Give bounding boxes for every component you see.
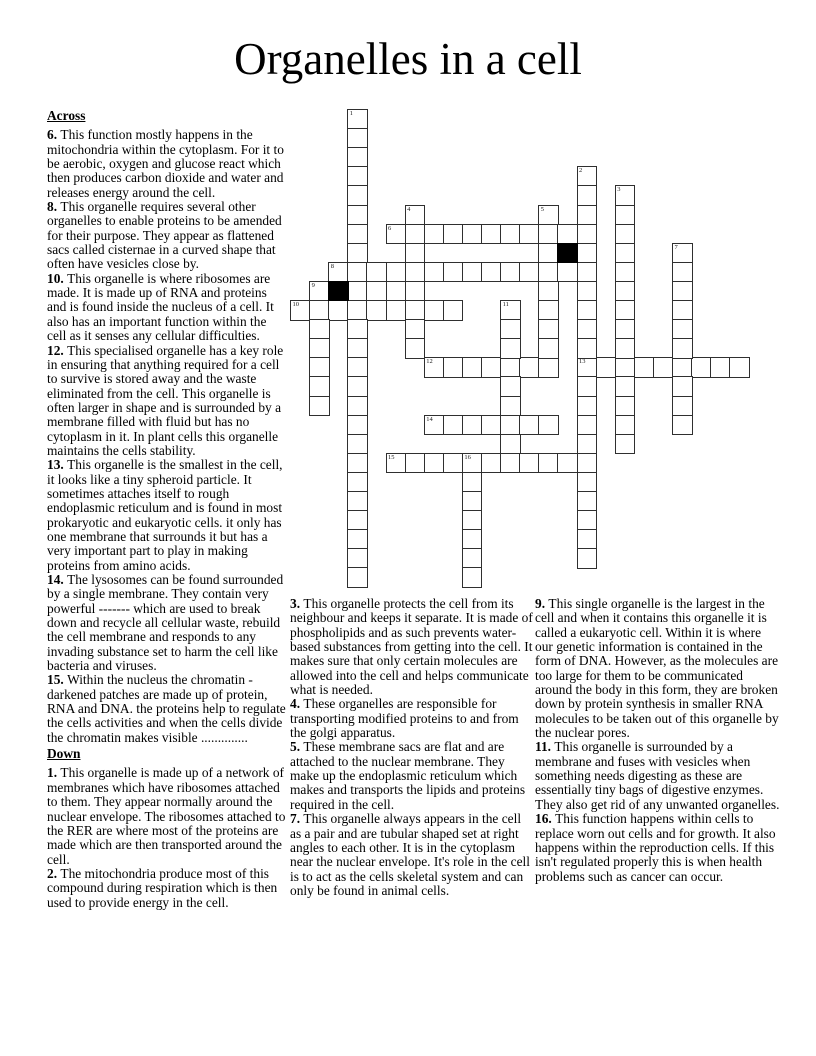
grid-cell[interactable]: [347, 185, 368, 206]
grid-cell[interactable]: [653, 357, 674, 378]
grid-cell[interactable]: [481, 262, 502, 283]
grid-cell[interactable]: [366, 262, 387, 283]
grid-cell[interactable]: [481, 224, 502, 245]
grid-cell[interactable]: [481, 453, 502, 474]
grid-cell[interactable]: [538, 338, 559, 359]
clue-16: 16. This function happens within cells to replace worn out cells and for growth. It also happens within the reproduction cells. If this isn't regulated properly this is when health problems such as cancer can occur.: [535, 811, 776, 884]
grid-cell[interactable]: [615, 300, 636, 321]
grid-cell[interactable]: [577, 453, 598, 474]
grid-cell[interactable]: [347, 205, 368, 226]
grid-cell[interactable]: [424, 453, 445, 474]
grid-cell[interactable]: [500, 376, 521, 397]
clue-7: 7. This organelle always appears in the cell as a pair and are tubular shaped set at right angles to each other. It is in the cytoplasm near the nuclear envelope. It's role in the cell is to act as the cells skeletal system and can only be found in animal cells.: [290, 811, 530, 898]
grid-cell[interactable]: [443, 357, 464, 378]
grid-cell[interactable]: [672, 376, 693, 397]
grid-cell[interactable]: [615, 205, 636, 226]
clue-number: 2.: [47, 865, 61, 881]
grid-cell[interactable]: [500, 224, 521, 245]
grid-cell[interactable]: [462, 453, 483, 474]
grid-cell[interactable]: [462, 567, 483, 588]
grid-cell[interactable]: [347, 529, 368, 550]
grid-cell[interactable]: [424, 415, 445, 436]
grid-cell[interactable]: [347, 319, 368, 340]
clue-10: 10. This organelle is where ribosomes are made. It is made up of RNA and proteins and is found inside the nucleus of a cell. It also has an important function within the cell as it senses any cellular difficulties.: [47, 270, 274, 344]
clue-12: 12. This specialised organelle has a key role in ensuring that anything required for a cell to survive is stored away and the waste eliminated from the cell. This organelle is often larger in shape and is surrounded by a membrane filled with fluid but has no cytoplasm in it. In plant cells this organelle maintains the cells stability.: [47, 342, 284, 458]
grid-cell[interactable]: [672, 243, 693, 264]
grid-cell-number: 12: [426, 358, 433, 366]
grid-cell[interactable]: [347, 281, 368, 302]
grid-cell[interactable]: [386, 281, 407, 302]
grid-cell[interactable]: [405, 453, 426, 474]
grid-cell[interactable]: [347, 396, 368, 417]
grid-cell[interactable]: [577, 491, 598, 512]
grid-cell[interactable]: [462, 472, 483, 493]
grid-cell[interactable]: [538, 224, 559, 245]
grid-cell-number: 14: [426, 415, 433, 423]
grid-cell[interactable]: [386, 224, 407, 245]
grid-cell[interactable]: [405, 205, 426, 226]
grid-cell[interactable]: [347, 472, 368, 493]
grid-cell[interactable]: [615, 415, 636, 436]
grid-cell[interactable]: [462, 510, 483, 531]
grid-cell-number: 11: [502, 301, 509, 308]
grid-cell[interactable]: [424, 224, 445, 245]
grid-cell[interactable]: [347, 224, 368, 245]
grid-cell[interactable]: [500, 319, 521, 340]
grid-cell-number: 10: [292, 301, 299, 308]
grid-cell[interactable]: [691, 357, 712, 378]
grid-cell[interactable]: [500, 396, 521, 417]
grid-cell[interactable]: [462, 357, 483, 378]
grid-cell[interactable]: [386, 453, 407, 474]
clue-8: 8. This organelle requires several other organelles to enable proteins to be amended for their purpose. They appear as flattened sacs called cisternae in a curved shape that often have vesicles close by.: [47, 199, 282, 272]
grid-cell[interactable]: [309, 281, 330, 302]
grid-cell[interactable]: [557, 224, 578, 245]
grid-cell[interactable]: [309, 376, 330, 397]
clue-number: 7.: [290, 811, 304, 827]
grid-cell[interactable]: [557, 453, 578, 474]
grid-cell[interactable]: [309, 396, 330, 417]
grid-cell[interactable]: [519, 357, 540, 378]
grid-cell[interactable]: [347, 300, 368, 321]
grid-cell[interactable]: [577, 338, 598, 359]
clue-11: 11. This organelle is surrounded by a membrane and fuses with vesicles when something needs digesting as these are essentially tiny bags of digestive enzymes. They also get rid of any unwanted organelles.: [535, 739, 780, 812]
clue-number: 1.: [47, 765, 61, 781]
grid-cell-number: 8: [330, 262, 334, 270]
grid-cell-number: 7: [674, 243, 678, 251]
grid-cell[interactable]: [347, 510, 368, 531]
grid-cell[interactable]: [405, 338, 426, 359]
grid-cell[interactable]: [424, 357, 445, 378]
grid-cell[interactable]: [577, 529, 598, 550]
grid-cell[interactable]: [424, 262, 445, 283]
grid-cell-number: 9: [311, 281, 315, 289]
grid-cell[interactable]: [557, 262, 578, 283]
clue-15: 15. Within the nucleus the chromatin - darkened patches are made up of protein, RNA and DNA. the proteins help to regulate the cells activities and when the cells divide the chromatin makes visible ..............: [47, 672, 286, 745]
grid-cell[interactable]: [347, 376, 368, 397]
grid-cell-number: 5: [540, 205, 545, 213]
grid-cell[interactable]: [577, 548, 598, 569]
grid-cell[interactable]: [328, 262, 349, 283]
clue-number: 11.: [535, 739, 555, 755]
grid-cell[interactable]: [462, 548, 483, 569]
clue-13: 13. This organelle is the smallest in the cell, it looks like a tiny spheroid particle. It sometimes attaches itself to rough endoplasmic reticulum and is found in most prokaryotic and eukaryotic cells. it only has one membrane that surrounds it but has a very important part to play in making proteins from amino acids.: [47, 457, 283, 573]
clue-2: 2. The mitochondria produce most of this compound during respiration which is then used to provide energy in the cell.: [47, 865, 278, 910]
clue-header-across: Across: [47, 108, 86, 123]
clue-14: 14. The lysosomes can be found surrounded by a single membrane. They contain very powerful ------- which are used to break down and recycle all cellular waste, rebuild the cell membrane and responds to any invading substance set to harm the cell like bacteria and viruses.: [47, 572, 284, 674]
grid-cell[interactable]: [462, 491, 483, 512]
grid-cell[interactable]: [500, 434, 521, 455]
grid-cell[interactable]: [577, 262, 598, 283]
grid-cell[interactable]: [538, 205, 559, 226]
clue-9: 9. This single organelle is the largest in the cell and when it contains this organelle it is called a eukaryotic cell. Within it is where our genetic information is contained in the form of DNA. However, as the molecules are too large for them to be communicated around the body in this form, they are broken down by protein synthesis in smaller RNA molecules to be taken out of this organelle by the nuclear pores.: [535, 596, 779, 741]
grid-cell[interactable]: [615, 434, 636, 455]
grid-cell[interactable]: [615, 357, 636, 378]
grid-cell[interactable]: [405, 262, 426, 283]
grid-cell[interactable]: [309, 357, 330, 378]
clue-number: 5.: [290, 739, 304, 755]
grid-cell[interactable]: [347, 548, 368, 569]
grid-cell[interactable]: [443, 224, 464, 245]
grid-cell[interactable]: [577, 376, 598, 397]
grid-cell[interactable]: [672, 357, 693, 378]
grid-cell[interactable]: [672, 415, 693, 436]
clue-number: 12.: [47, 342, 68, 358]
grid-cell[interactable]: [577, 300, 598, 321]
grid-cell[interactable]: [672, 262, 693, 283]
page-title: Organelles in a cell: [234, 34, 582, 84]
grid-cell[interactable]: [538, 415, 559, 436]
grid-cell[interactable]: [443, 300, 464, 321]
grid-cell-number: 6: [388, 224, 392, 232]
grid-cell-number: 13: [579, 358, 586, 366]
grid-cell[interactable]: [519, 453, 540, 474]
grid-cell[interactable]: [538, 319, 559, 340]
clue-5: 5. These membrane sacs are flat and are attached to the nuclear membrane. They make up the endoplasmic reticulum which makes and transports the lipids and proteins required in the cell.: [290, 739, 526, 812]
grid-cell[interactable]: [519, 262, 540, 283]
grid-cell[interactable]: [577, 396, 598, 417]
grid-cell[interactable]: [577, 243, 598, 264]
grid-cell[interactable]: [462, 262, 483, 283]
grid-cell[interactable]: [500, 357, 521, 378]
grid-cell[interactable]: [500, 415, 521, 436]
grid-cell[interactable]: [577, 357, 598, 378]
grid-cell[interactable]: [500, 300, 521, 321]
grid-cell[interactable]: [405, 300, 426, 321]
grid-cell[interactable]: [577, 472, 598, 493]
grid-cell[interactable]: [443, 453, 464, 474]
grid-cell[interactable]: [538, 453, 559, 474]
grid-cell-number: 16: [464, 453, 471, 461]
grid-cell[interactable]: [462, 415, 483, 436]
grid-cell-number: 1: [349, 110, 354, 117]
grid-cell[interactable]: [538, 243, 559, 264]
grid-cell[interactable]: [309, 338, 330, 359]
grid-cell[interactable]: [386, 262, 407, 283]
grid-cell[interactable]: [443, 262, 464, 283]
grid-cell[interactable]: [710, 357, 731, 378]
clue-number: 6.: [47, 127, 61, 143]
grid-cell[interactable]: [500, 262, 521, 283]
grid-cell[interactable]: [538, 281, 559, 302]
grid-cell[interactable]: [577, 510, 598, 531]
clue-number: 14.: [47, 572, 68, 587]
grid-cell[interactable]: [481, 357, 502, 378]
grid-cell[interactable]: [347, 243, 368, 264]
grid-cell[interactable]: [500, 338, 521, 359]
grid-cell[interactable]: [672, 300, 693, 321]
clue-header-down: Down: [47, 746, 81, 762]
grid-cell[interactable]: [672, 396, 693, 417]
grid-cell[interactable]: [615, 396, 636, 417]
grid-cell[interactable]: [519, 415, 540, 436]
grid-cell[interactable]: [347, 128, 368, 149]
grid-cell[interactable]: [634, 357, 655, 378]
grid-cell[interactable]: [615, 243, 636, 264]
grid-cell[interactable]: [347, 147, 368, 168]
grid-cell-black: [328, 281, 349, 302]
clue-number: 4.: [290, 696, 304, 712]
clue-number: 13.: [47, 457, 68, 473]
crossword-grid: [290, 109, 750, 588]
grid-cell[interactable]: [347, 491, 368, 512]
grid-cell-number: 4: [407, 205, 411, 213]
grid-cell[interactable]: [405, 243, 426, 264]
clue-column-right: [535, 597, 780, 884]
grid-cell[interactable]: [615, 338, 636, 359]
grid-cell[interactable]: [462, 529, 483, 550]
grid-cell[interactable]: [577, 224, 598, 245]
grid-cell[interactable]: [615, 224, 636, 245]
grid-cell[interactable]: [577, 434, 598, 455]
grid-cell[interactable]: [577, 166, 598, 187]
grid-cell[interactable]: [481, 415, 502, 436]
grid-cell[interactable]: [615, 376, 636, 397]
grid-cell[interactable]: [405, 319, 426, 340]
grid-cell[interactable]: [538, 357, 559, 378]
grid-cell[interactable]: [519, 224, 540, 245]
grid-cell[interactable]: [309, 319, 330, 340]
clue-number: 9.: [535, 596, 549, 611]
grid-cell-number: 2: [579, 167, 583, 175]
grid-cell[interactable]: [577, 319, 598, 340]
grid-cell[interactable]: [347, 415, 368, 436]
grid-cell[interactable]: [309, 300, 330, 321]
grid-cell[interactable]: [405, 281, 426, 302]
grid-cell[interactable]: [366, 281, 387, 302]
clue-number: 8.: [47, 199, 61, 215]
grid-cell[interactable]: [347, 109, 368, 130]
grid-cell[interactable]: [424, 300, 445, 321]
grid-cell[interactable]: [577, 281, 598, 302]
grid-cell[interactable]: [347, 453, 368, 474]
clue-number: 10.: [47, 270, 68, 286]
grid-cell[interactable]: [729, 357, 750, 378]
grid-cell[interactable]: [347, 262, 368, 283]
grid-cell[interactable]: [462, 224, 483, 245]
grid-cell[interactable]: [347, 434, 368, 455]
grid-cell-number: 15: [388, 453, 395, 461]
grid-cell-black: [557, 243, 578, 264]
clue-4: 4. These organelles are responsible for transporting modified proteins to and from the golgi apparatus.: [290, 696, 519, 741]
grid-cell[interactable]: [386, 300, 407, 321]
clue-column-left: [47, 109, 287, 910]
grid-cell[interactable]: [328, 300, 349, 321]
clue-6: 6. This function mostly happens in the mitochondria within the cytoplasm. For it to be aerobic, oxygen and glucose react which then produces carbon dioxide and water and releases energy around the cell.: [47, 127, 284, 200]
grid-cell[interactable]: [672, 338, 693, 359]
grid-cell[interactable]: [347, 166, 368, 187]
grid-cell[interactable]: [615, 319, 636, 340]
grid-cell[interactable]: [577, 185, 598, 206]
clue-number: 15.: [47, 672, 68, 688]
grid-cell[interactable]: [577, 205, 598, 226]
grid-cell[interactable]: [443, 415, 464, 436]
clue-3: 3. This organelle protects the cell from its neighbour and keeps it separate. It is made of phospholipids and as such prevents water-based substances from getting into the cell. It makes sure that only certain molecules are allowed into the cell and helps communicate what is needed.: [290, 596, 533, 698]
clue-1: 1. This organelle is made up of a network of membranes which have ribosomes attached to them. They appear normally around the nuclear envelope. The ribosomes attached to the RER are where most of the proteins are made which are then transported around the cell.: [47, 765, 286, 867]
grid-cell[interactable]: [366, 300, 387, 321]
grid-cell[interactable]: [672, 319, 693, 340]
grid-cell[interactable]: [596, 357, 617, 378]
grid-cell[interactable]: [347, 338, 368, 359]
grid-cell[interactable]: [347, 567, 368, 588]
grid-cell[interactable]: [615, 281, 636, 302]
grid-cell[interactable]: [405, 224, 426, 245]
grid-cell[interactable]: [577, 415, 598, 436]
clue-number: 16.: [535, 811, 556, 827]
grid-cell[interactable]: [500, 453, 521, 474]
grid-cell[interactable]: [615, 185, 636, 206]
grid-cell[interactable]: [290, 300, 311, 321]
clue-number: 3.: [290, 596, 304, 611]
grid-cell[interactable]: [615, 262, 636, 283]
grid-cell[interactable]: [538, 300, 559, 321]
grid-cell[interactable]: [347, 357, 368, 378]
clue-column-middle: [290, 597, 534, 898]
grid-cell-number: 3: [617, 186, 621, 194]
grid-cell[interactable]: [538, 262, 559, 283]
grid-cell[interactable]: [672, 281, 693, 302]
